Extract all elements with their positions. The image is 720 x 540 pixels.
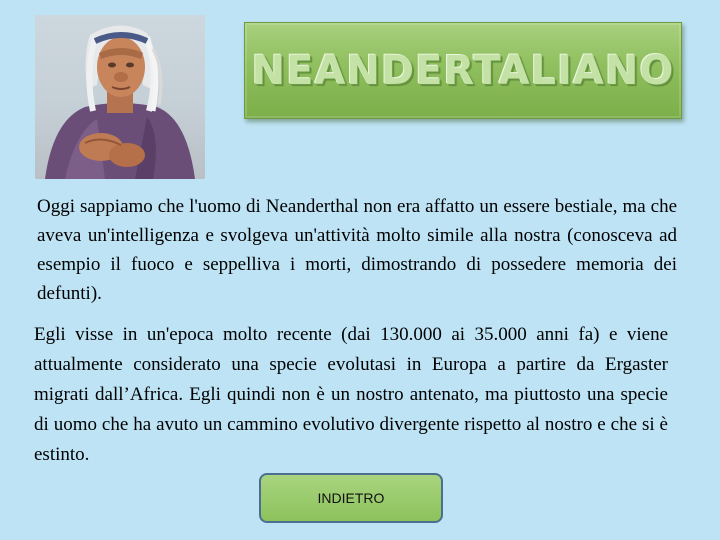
- back-button[interactable]: [259, 473, 443, 523]
- title-banner: [244, 22, 682, 119]
- paragraph-history: Egli visse in un'epoca molto recente (dai 130.000 ai 35.000 anni fa) e viene attualmente considerato una specie evolutasi in Europa a partire da Ergaster migrati dall’Africa. Egli quindi non è un nostro antenato, ma piuttosto una specie di uomo che ha avuto un cammino evolutivo divergente rispetto al nostro e che si è estinto.: [34, 324, 668, 465]
- paragraph-intro: Oggi sappiamo che l'uomo di Neanderthal non era affatto un essere bestiale, ma che aveva un'intelligenza e svolgeva un'attività molto simile alla nostra (conosceva ad esempio il fuoco e seppelliva i morti, dimostrando di possedere memoria dei defunti).: [37, 196, 677, 304]
- back-button-label: INDIETRO: [317, 490, 385, 506]
- page-title: NEANDERTALIANO: [251, 47, 675, 94]
- neanderthal-photo: [35, 15, 205, 179]
- neanderthal-figure: [35, 15, 205, 179]
